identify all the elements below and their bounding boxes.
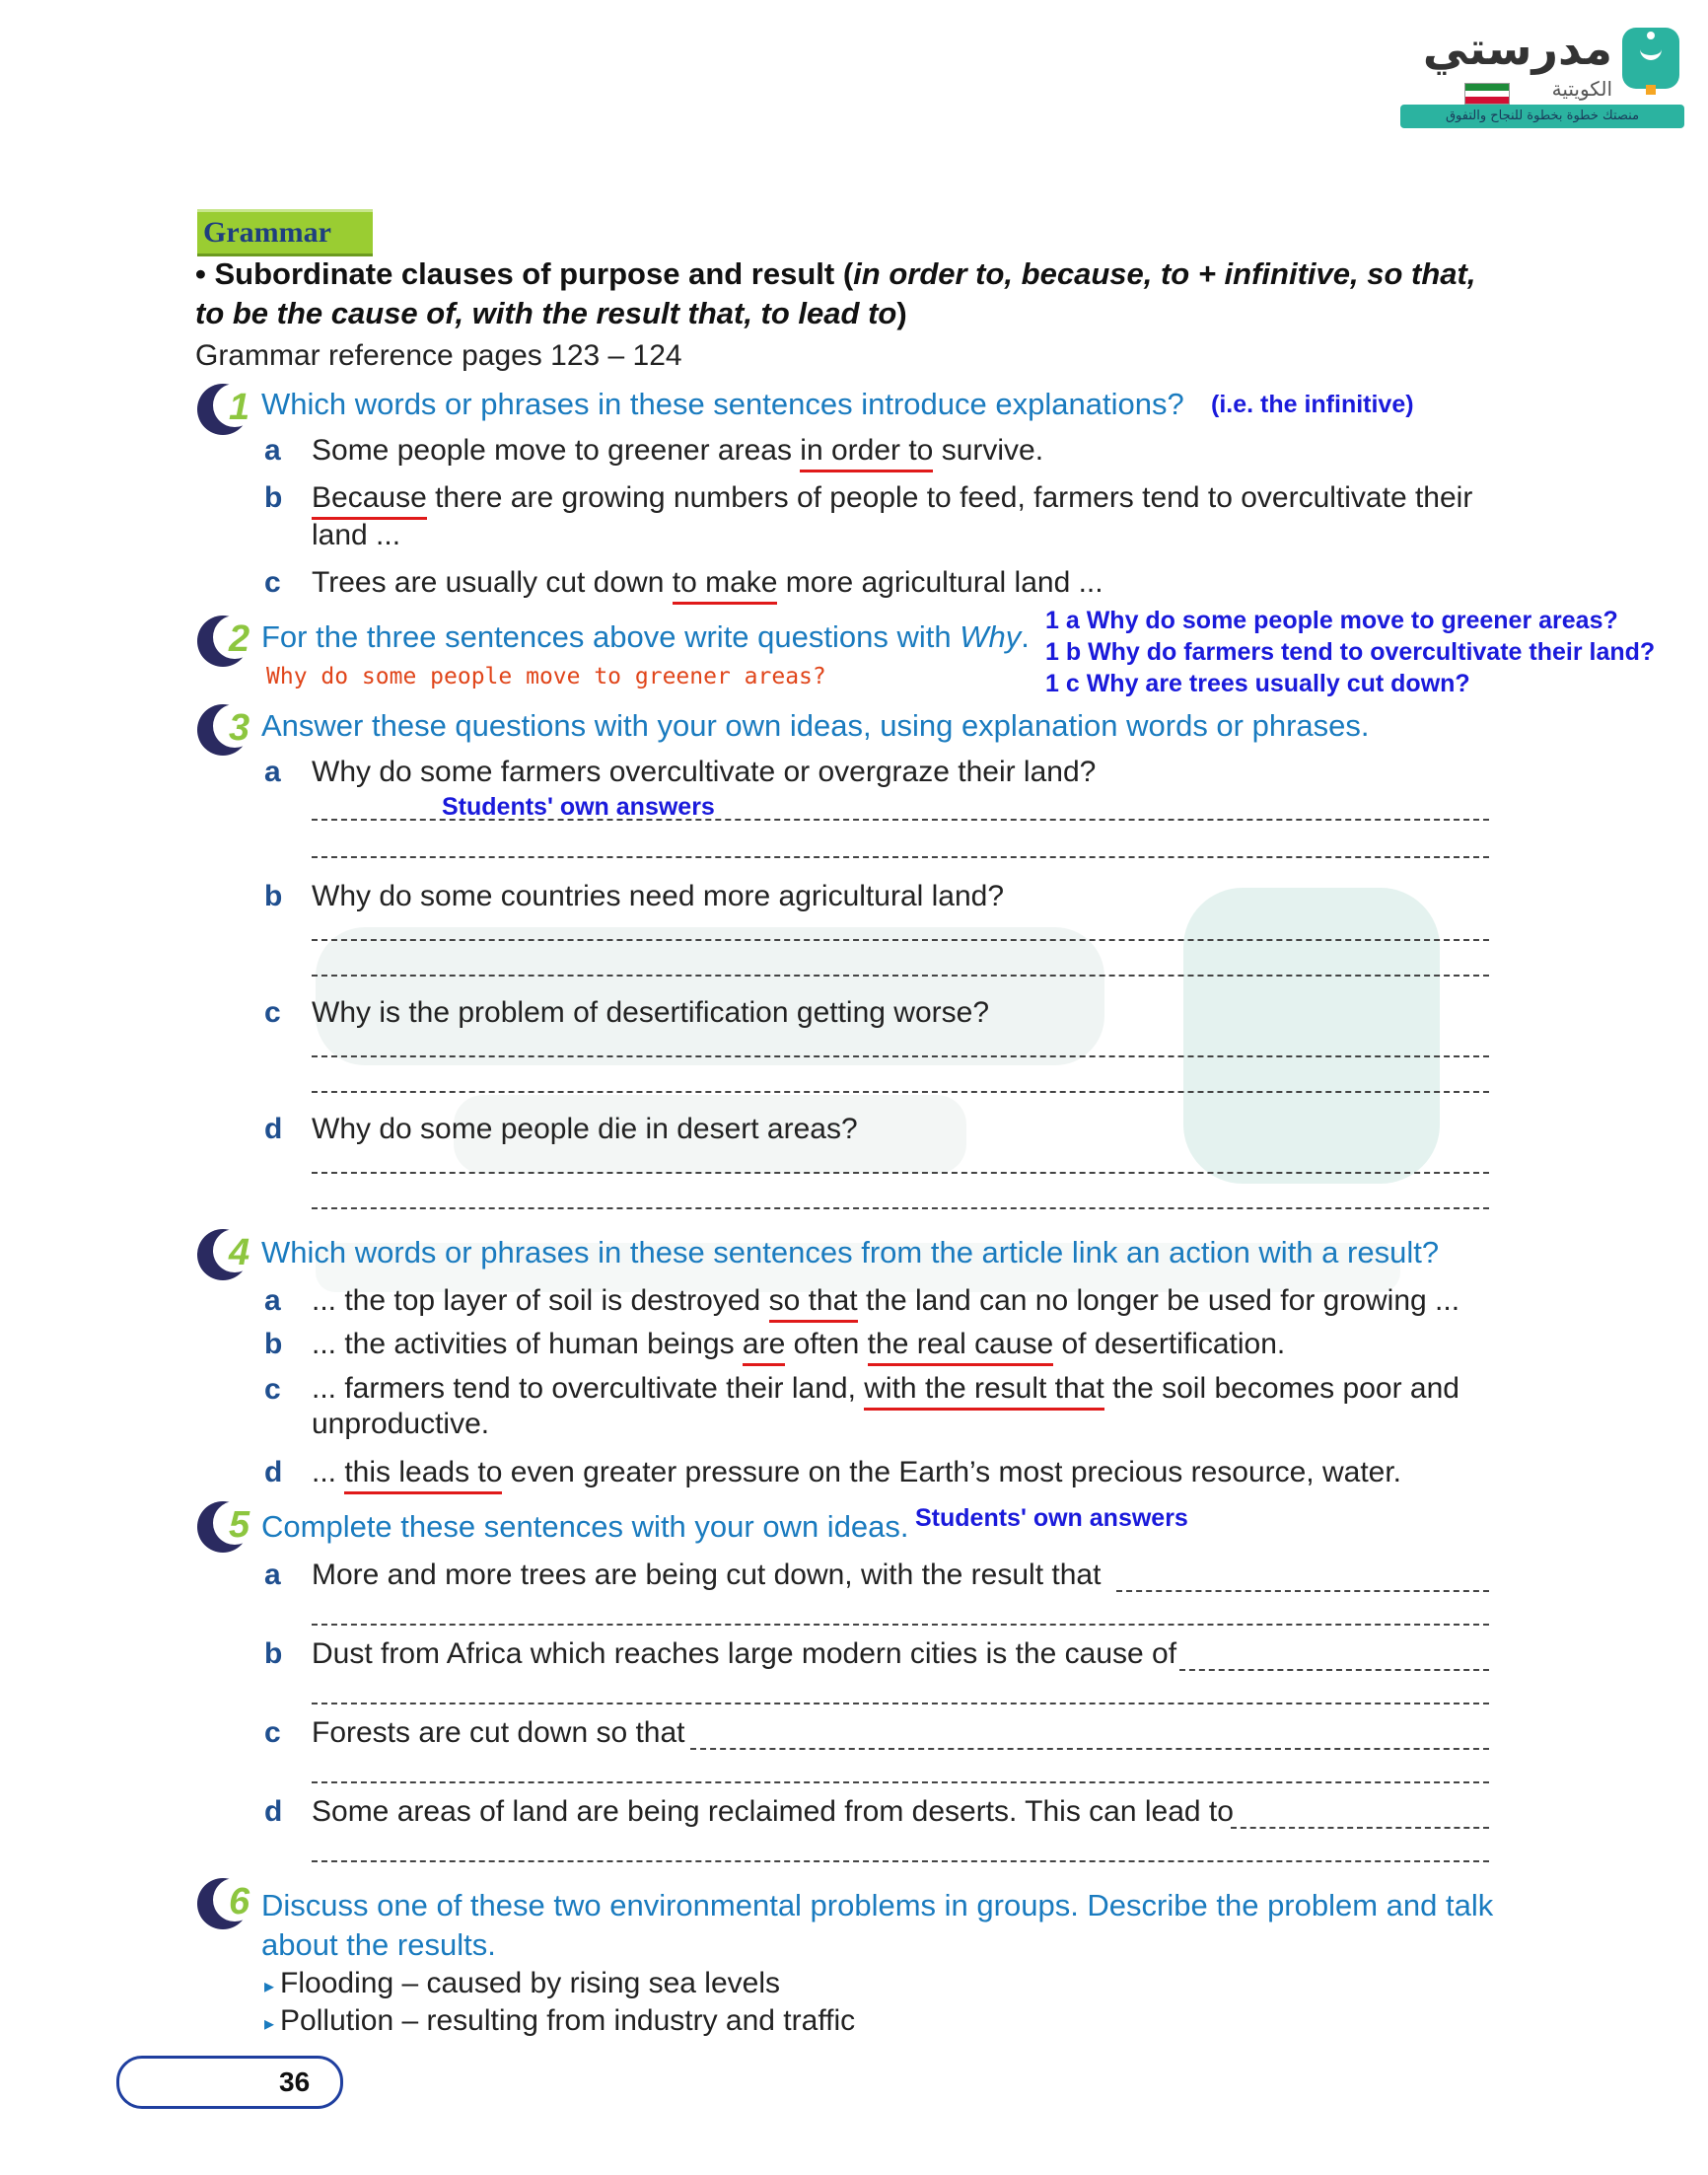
ex3-item-b: Why do some countries need more agricultural land? (312, 880, 1005, 912)
exercise-3-question: Answer these questions with your own ideas, using explanation words or phrases. (261, 708, 1370, 743)
answer-line[interactable] (312, 1624, 1489, 1626)
exercise-1-note: (i.e. the infinitive) (1211, 391, 1414, 418)
ex4-letter-c: c (264, 1373, 281, 1406)
exercise-1-badge: 1 (195, 380, 264, 439)
ex1-letter-b: b (264, 481, 283, 514)
exercise-2-badge: 2 (195, 612, 264, 671)
exercise-2-answer-b: 1 b Why do farmers tend to overcultivate their land? (1045, 638, 1656, 666)
ex3-item-c: Why is the problem of desertification getting worse? (312, 996, 989, 1029)
answer-line[interactable] (312, 1172, 1489, 1174)
exercise-6-question: Discuss one of these two environmental problems in groups. Describe the problem and talk about the results. (261, 1888, 1494, 1962)
ex4-item-c: ... farmers tend to overcultivate their land, with the result that the soil becomes poor and unproductive. (312, 1372, 1459, 1440)
answer-line[interactable] (312, 819, 1489, 821)
exercise-6-badge: 6 (195, 1874, 264, 1933)
ex3-item-a: Why do some farmers overcultivate or overgraze their land? (312, 756, 1097, 788)
logo-tagline: منصتك خطوة بخطوة للنجاح والتفوق (1400, 105, 1684, 128)
answer-line[interactable] (312, 1860, 1489, 1862)
ex5-letter-d: d (264, 1795, 283, 1828)
exercise-2-answer-a: 1 a Why do some people move to greener areas? (1045, 607, 1618, 634)
answer-line[interactable] (1116, 1590, 1489, 1592)
page-number-box (116, 2056, 343, 2109)
exercise-5-badge: 5 (195, 1497, 264, 1557)
logo-mark-icon (1622, 28, 1679, 89)
ex3-letter-b: b (264, 880, 283, 912)
grammar-reference: Grammar reference pages 123 – 124 (195, 339, 682, 372)
ex4-item-a: ... the top layer of soil is destroyed so that the land can no longer be used for growing ... (312, 1282, 1459, 1320)
answer-line[interactable] (312, 1703, 1489, 1704)
bullet-icon: ▸ (264, 1976, 275, 1997)
ex1-letter-c: c (264, 566, 281, 599)
ex1-letter-a: a (264, 434, 281, 467)
ex5-item-c: Forests are cut down so that (312, 1716, 685, 1749)
logo-name: مدرستي (1422, 22, 1612, 75)
ex3-letter-c: c (264, 996, 281, 1029)
bullet-icon: ▸ (264, 2013, 275, 2035)
page-number: 36 (279, 2066, 311, 2097)
ex5-letter-b: b (264, 1637, 283, 1670)
ex5-item-b: Dust from Africa which reaches large modern cities is the cause of (312, 1637, 1177, 1670)
ex5-item-d: Some areas of land are being reclaimed from deserts. This can lead to (312, 1795, 1234, 1828)
logo-subtitle: الكويتية (1551, 77, 1612, 101)
exercise-2-answer-c: 1 c Why are trees usually cut down? (1045, 670, 1470, 697)
kuwait-flag-icon (1464, 83, 1510, 105)
grammar-heading: • Subordinate clauses of purpose and result (in order to, because, to + infinitive, so that, to be the cause of, with the result that, to lead to) (195, 256, 1476, 330)
exercise-1-question: Which words or phrases in these sentences introduce explanations? (261, 387, 1184, 421)
ex3-item-d: Why do some people die in desert areas? (312, 1113, 858, 1145)
ex1-item-b: Because there are growing numbers of people to feed, farmers tend to overcultivate their land ... (312, 481, 1473, 551)
answer-line[interactable] (1231, 1827, 1489, 1829)
answer-line[interactable] (312, 1781, 1489, 1783)
site-logo (1400, 22, 1686, 130)
answer-line[interactable] (312, 1055, 1489, 1057)
answer-line[interactable] (312, 1091, 1489, 1093)
answer-line[interactable] (312, 856, 1489, 858)
exercise-2-example: Why do some people move to greener areas? (266, 664, 826, 689)
ex6-bullet-1: ▸ Flooding – caused by rising sea levels (264, 1967, 780, 1999)
ex3-letter-d: d (264, 1113, 283, 1145)
answer-line[interactable] (312, 975, 1489, 977)
exercise-4-question: Which words or phrases in these sentences from the article link an action with a result? (261, 1235, 1440, 1269)
ex1-item-c: Trees are usually cut down to make more agricultural land ... (312, 564, 1103, 602)
exercise-2-question: For the three sentences above write questions with Why. (261, 619, 1030, 654)
ex4-letter-a: a (264, 1284, 281, 1317)
grammar-badge (197, 209, 373, 256)
ex5-letter-a: a (264, 1559, 281, 1591)
exercise-4-badge: 4 (195, 1225, 264, 1284)
ex5-item-a: More and more trees are being cut down, with the result that (312, 1559, 1102, 1591)
answer-line[interactable] (312, 1207, 1489, 1209)
ex1-item-a: Some people move to greener areas in order to survive. (312, 432, 1043, 470)
answer-line[interactable] (1179, 1669, 1489, 1671)
ex6-bullet-2: ▸ Pollution – resulting from industry and traffic (264, 2004, 856, 2037)
ex4-item-b: ... the activities of human beings are often the real cause of desertification. (312, 1326, 1285, 1363)
exercise-5-answer-note: Students' own answers (915, 1504, 1188, 1532)
grammar-badge-label: Grammar (203, 216, 331, 249)
ex3-letter-a: a (264, 756, 281, 788)
answer-line[interactable] (312, 939, 1489, 941)
ex4-letter-d: d (264, 1456, 283, 1488)
exercise-3-answer-note: Students' own answers (442, 793, 715, 821)
ex4-letter-b: b (264, 1328, 283, 1360)
ex4-item-d: ... this leads to even greater pressure on the Earth’s most precious resource, water. (312, 1454, 1401, 1491)
ex5-letter-c: c (264, 1716, 281, 1749)
exercise-3-badge: 3 (195, 700, 264, 760)
answer-line[interactable] (690, 1748, 1489, 1750)
exercise-5-question: Complete these sentences with your own ideas. (261, 1509, 909, 1544)
